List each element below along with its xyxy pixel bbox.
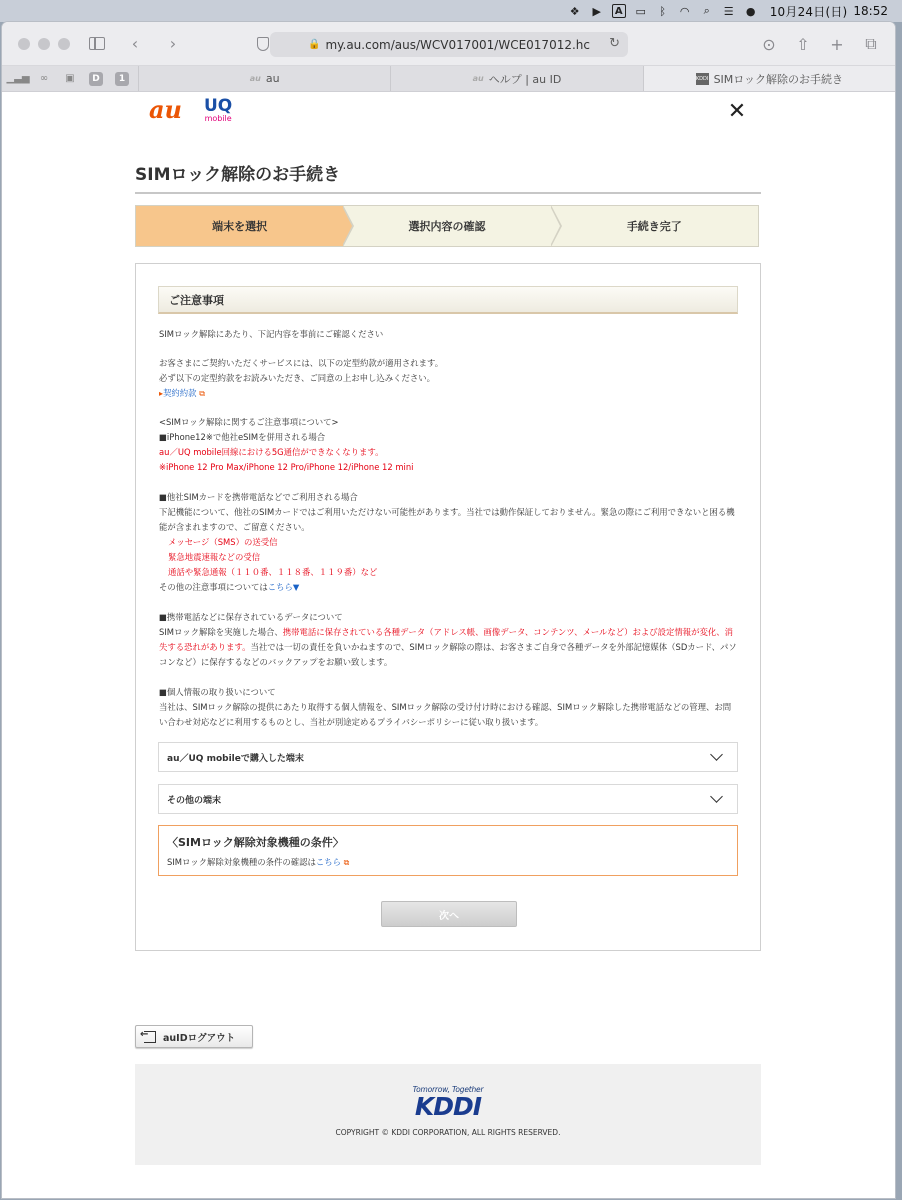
back-button[interactable]: ‹ (131, 34, 139, 53)
tab-bar (2, 66, 895, 92)
au-favicon: au (472, 74, 484, 83)
step-arrow (343, 205, 354, 247)
pinned-tab-link[interactable]: ∞ (39, 73, 49, 84)
contract-text-1: お客さまにご契約いただくサービスには、以下の定型約款が適用されます。 (159, 358, 444, 368)
play-circle-icon[interactable]: ▶ (592, 4, 601, 18)
battery-icon[interactable]: ▭ (635, 4, 646, 18)
other-sim-item: 通話や緊急通報（１１０番、１１８番、１１９番）など (168, 567, 378, 577)
contract-terms-link[interactable]: 契約約款 (163, 388, 197, 398)
reload-icon[interactable]: ↻ (609, 36, 620, 51)
data-title: ■携帯電話などに保存されているデータについて (159, 612, 343, 622)
macos-menubar (0, 0, 902, 22)
accordion-au-uq-device[interactable]: au／UQ mobileで購入した端末 (158, 742, 738, 772)
uq-mobile-logo[interactable]: UQ mobile (204, 96, 233, 123)
forward-button[interactable]: › (169, 34, 177, 53)
other-sim-item: 緊急地震速報などの受信 (168, 552, 261, 562)
conditions-title: 〈SIMロック解除対象機種の条件〉 (167, 836, 344, 849)
tab-label: au (265, 72, 280, 85)
pinned-tab-1[interactable]: 1 (112, 70, 132, 88)
window-controls (18, 38, 70, 50)
header-logos (149, 95, 233, 124)
web-page (2, 92, 895, 1198)
logout-button[interactable]: ← auIDログアウト (135, 1025, 253, 1048)
external-link-icon: ⧉ (199, 389, 205, 398)
contract-text-2: 必ず以下の定型約款をお読みいただき、ご同意の上お申し込みください。 (159, 373, 436, 383)
browser-window (2, 22, 895, 1198)
kddi-logo: KDDI (414, 1092, 482, 1121)
other-sim-item: メッセージ（SMS）の送受信 (168, 537, 278, 547)
menubar-date[interactable]: 10月24日(日) (769, 4, 848, 19)
step-select-device: 端末を選択 (136, 206, 343, 246)
other-sim-title: ■他社SIMカードを携帯電話などでご利用される場合 (159, 492, 358, 502)
bluetooth-icon[interactable]: ᛒ (659, 4, 666, 18)
progress-steps (135, 205, 759, 247)
data-text: SIMロック解除を実施した場合、携帯電話に保存されている各種データ（アドレス帳、画像データ、コンテンツ、メールなど）および設定情報が変化、消失する恐れがあります。当社では一切の責任を負いかねますので、SIMロック解除の際は、お客さまご自身で各種データを外部記憶媒体（SDカード、パソコンなど）に保存するなどのバックアップをお願い致します。 (159, 627, 737, 667)
main-content-box (135, 263, 761, 951)
next-button[interactable]: 次へ (381, 901, 517, 927)
minimize-window-button[interactable] (38, 38, 50, 50)
intro-text: SIMロック解除にあたり、下記内容を事前にご確認ください (159, 329, 384, 339)
tab-help-au-id[interactable] (390, 66, 642, 91)
conditions-text: SIMロック解除対象機種の条件の確認はこちら ⧉ (167, 857, 350, 867)
contract-link-row (159, 386, 739, 401)
sim-notice-title: <SIMロック解除に関するご注意事項について> (159, 417, 339, 427)
toolbar-actions (759, 34, 881, 54)
control-center-icon[interactable]: ☰ (723, 4, 734, 18)
input-method-icon[interactable]: A (608, 0, 630, 22)
copyright-text: COPYRIGHT © KDDI CORPORATION, ALL RIGHTS RESERVED. (335, 1128, 561, 1137)
share-icon[interactable]: ⇧ (796, 34, 810, 54)
section-heading: ご注意事項 (158, 286, 738, 314)
footer-tagline: Tomorrow, Together (412, 1085, 484, 1094)
pinned-tab-signal[interactable]: ▁▃▅ (6, 73, 30, 84)
sidebar-toggle-button[interactable] (86, 33, 108, 55)
conditions-box (158, 825, 738, 876)
new-tab-icon[interactable]: + (830, 34, 844, 54)
iphone-title: ■iPhone12※で他社eSIMを併用される場合 (159, 432, 326, 442)
conditions-link[interactable]: こちら (315, 857, 341, 867)
au-favicon: au (249, 74, 261, 83)
page-title: SIMロック解除のお手続き (135, 160, 761, 194)
external-link-icon: ⧉ (343, 858, 350, 867)
tab-overview-icon[interactable]: ⧉ (865, 34, 877, 53)
pinned-tab-d[interactable]: D (86, 70, 106, 88)
step-confirm-selection: 選択内容の確認 (343, 206, 550, 246)
spotlight-search-icon[interactable]: ⌕ (703, 4, 710, 17)
zoom-window-button[interactable] (58, 38, 70, 50)
tab-label: ヘルプ | au ID (488, 72, 562, 86)
chevron-down-icon (710, 748, 723, 761)
downloads-icon[interactable]: ⊙ (762, 34, 776, 54)
shield-icon (257, 37, 269, 51)
notice-text (159, 327, 739, 730)
tab-sim-unlock[interactable] (643, 66, 895, 91)
pinned-tab-mail[interactable]: ▣ (65, 73, 75, 84)
address-bar[interactable] (270, 32, 628, 57)
tab-label: SIMロック解除のお手続き (713, 72, 844, 86)
browser-toolbar (2, 22, 895, 66)
dropbox-icon[interactable]: ❖ (569, 4, 580, 18)
kddi-favicon: KDDI (696, 73, 709, 85)
iphone-warning-2: ※iPhone 12 Pro Max/iPhone 12 Pro/iPhone 12/iPhone 12 mini (159, 462, 414, 472)
privacy-title: ■個人情報の取り扱いについて (159, 687, 276, 697)
menubar-time[interactable]: 18:52 (853, 4, 888, 18)
siri-icon[interactable]: ● (745, 4, 756, 18)
au-logo[interactable]: au (149, 95, 182, 124)
close-icon[interactable]: ✕ (727, 98, 747, 124)
step-complete: 手続き完了 (626, 220, 682, 233)
iphone-warning-1: au／UQ mobile回線における5G通信ができなくなります。 (159, 447, 384, 457)
other-notes-row: その他の注意事項についてはこちら▼ (159, 582, 300, 592)
logout-icon (144, 1031, 156, 1043)
tab-au[interactable] (138, 66, 390, 91)
lock-icon: 🔒 (307, 39, 321, 50)
sidebar-icon (89, 37, 105, 50)
chevron-down-icon (710, 790, 723, 803)
url-text: my.au.com/aus/WCV017001/WCE017012.hc (325, 37, 590, 52)
other-notes-link[interactable]: こちら▼ (267, 582, 300, 592)
bullet-icon: ▸ (159, 389, 164, 398)
other-sim-text: 下記機能について、他社のSIMカードではご利用いただけない可能性があります。当社では動作保証しておりません。緊急の際にご利用できないと困る機能が含まれますので、ご留意ください。 (159, 507, 735, 532)
footer (135, 1064, 761, 1165)
close-window-button[interactable] (18, 38, 30, 50)
privacy-text: 当社は、SIMロック解除の提供にあたり取得する個人情報を、SIMロック解除の受け付け時における確認、SIMロック解除した携帯電話などの管理、お問い合わせ対応などに利用するものとし、当社が別途定めるプライバシーポリシーに従い取り扱います。 (159, 702, 732, 727)
step-arrow (551, 205, 562, 247)
wifi-icon[interactable]: ◠ (679, 4, 690, 18)
accordion-other-device[interactable]: その他の端末 (158, 784, 738, 814)
